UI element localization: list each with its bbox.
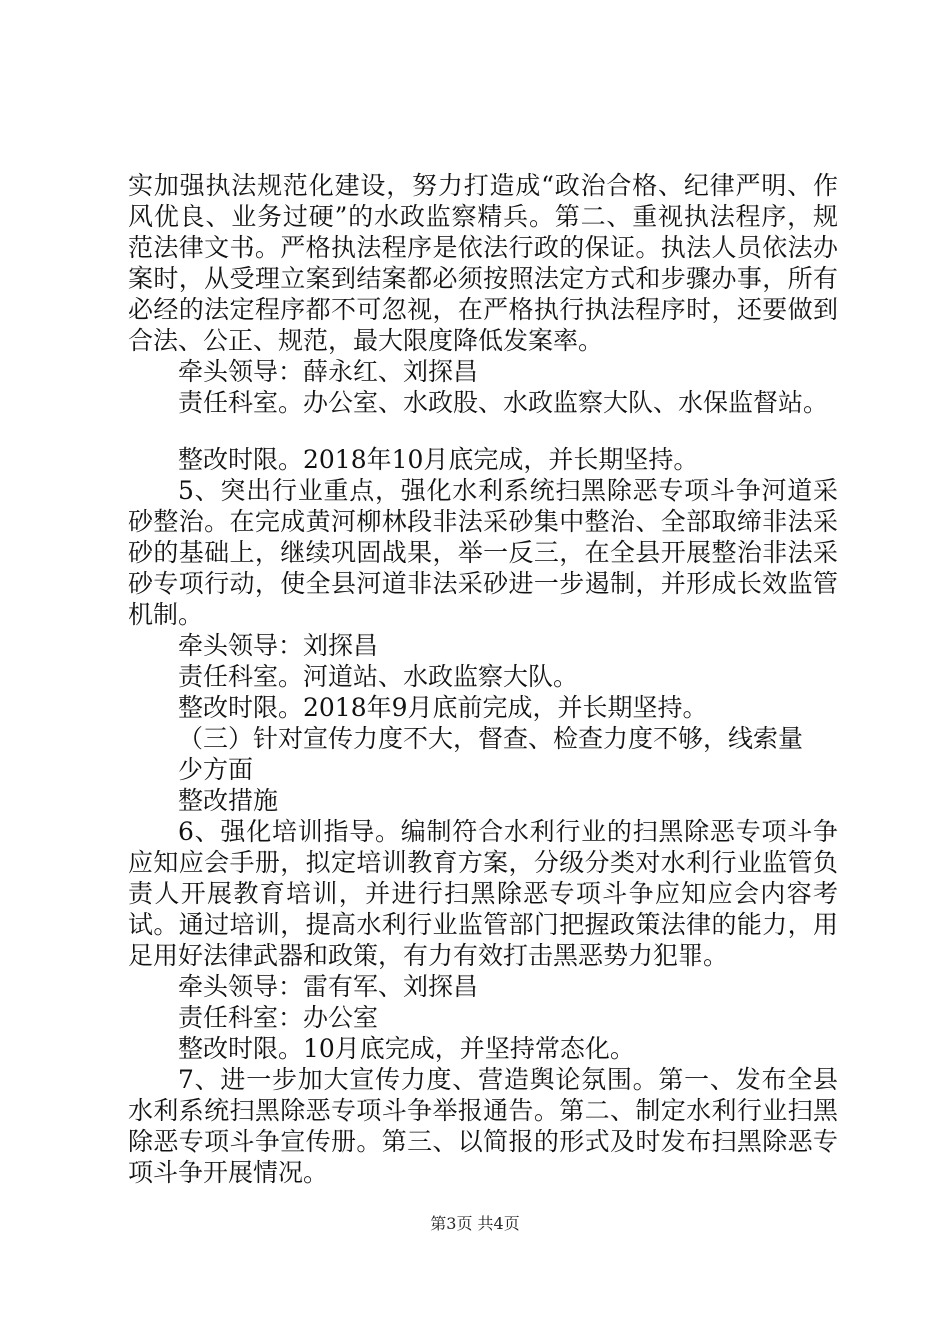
paragraph-item-5: 5、突出行业重点，强化水利系统扫黑除恶专项斗争河道采砂整治。在完成黄河柳林段非法采砂集中整治、全部取缔非法采砂的基础上，继续巩固战果，举一反三，在全县开展整治非法采砂专项行动，使全县河道非法采砂进一步遏制，并形成长效监管机制。 [128,476,838,629]
deadline-1: 整改时限。2018年10月底完成，并长期坚持。 [178,445,699,474]
paragraph-item-6: 6、强化培训指导。编制符合水利行业的扫黑除恶专项斗争应知应会手册，拟定培训教育方案，分级分类对水利行业监管负责人开展教育培训，并进行扫黑除恶专项斗争应知应会内容考试。通过培训，提高水利行业监管部门把握政策法律的能力，用足用好法律武器和政策，有力有效打击黑恶势力犯罪。 [128,817,838,970]
deadline-2: 整改时限。2018年9月底前完成，并长期坚持。 [178,693,708,722]
lead-leaders-3: 牵头领导：雷有军、刘探昌 [178,972,479,1001]
responsible-office-2: 责任科室。河道站、水政监察大队。 [178,662,579,691]
paragraph-gap [128,418,838,444]
section-heading-3-cont: 少方面 [178,755,254,784]
section-heading-3: （三）针对宣传力度不大，督查、检查力度不够，线索量 [178,724,804,753]
lead-leaders-1: 牵头领导：薛永红、刘探昌 [178,357,479,386]
responsible-office-3: 责任科室：办公室 [178,1003,379,1032]
paragraph-item-7: 7、进一步加大宣传力度、营造舆论氛围。第一、发布全县水利系统扫黑除恶专项斗争举报通告。第二、制定水利行业扫黑除恶专项斗争宣传册。第三、以简报的形式及时发布扫黑除恶专项斗争开展情况。 [128,1065,838,1187]
page-footer: 第3页 共4页 [430,1214,520,1233]
responsible-office-1: 责任科室。办公室、水政股、水政监察大队、水保监督站。 [178,388,829,417]
document-body [128,170,838,1188]
lead-leaders-2: 牵头领导：刘探昌 [178,631,379,660]
deadline-3: 整改时限。10月底完成，并坚持常态化。 [178,1034,635,1063]
paragraph-law-enforcement: 实加强执法规范化建设，努力打造成“政治合格、纪律严明、作风优良、业务过硬”的水政监察精兵。第二、重视执法程序，规范法律文书。严格执法程序是依法行政的保证。执法人员依法办案时，从受理立案到结案都必须按照法定方式和步骤办事，所有必经的法定程序都不可忽视，在严格执行执法程序时，还要做到合法、公正、规范，最大限度降低发案率。 [128,171,838,355]
measures-heading: 整改措施 [178,786,279,815]
